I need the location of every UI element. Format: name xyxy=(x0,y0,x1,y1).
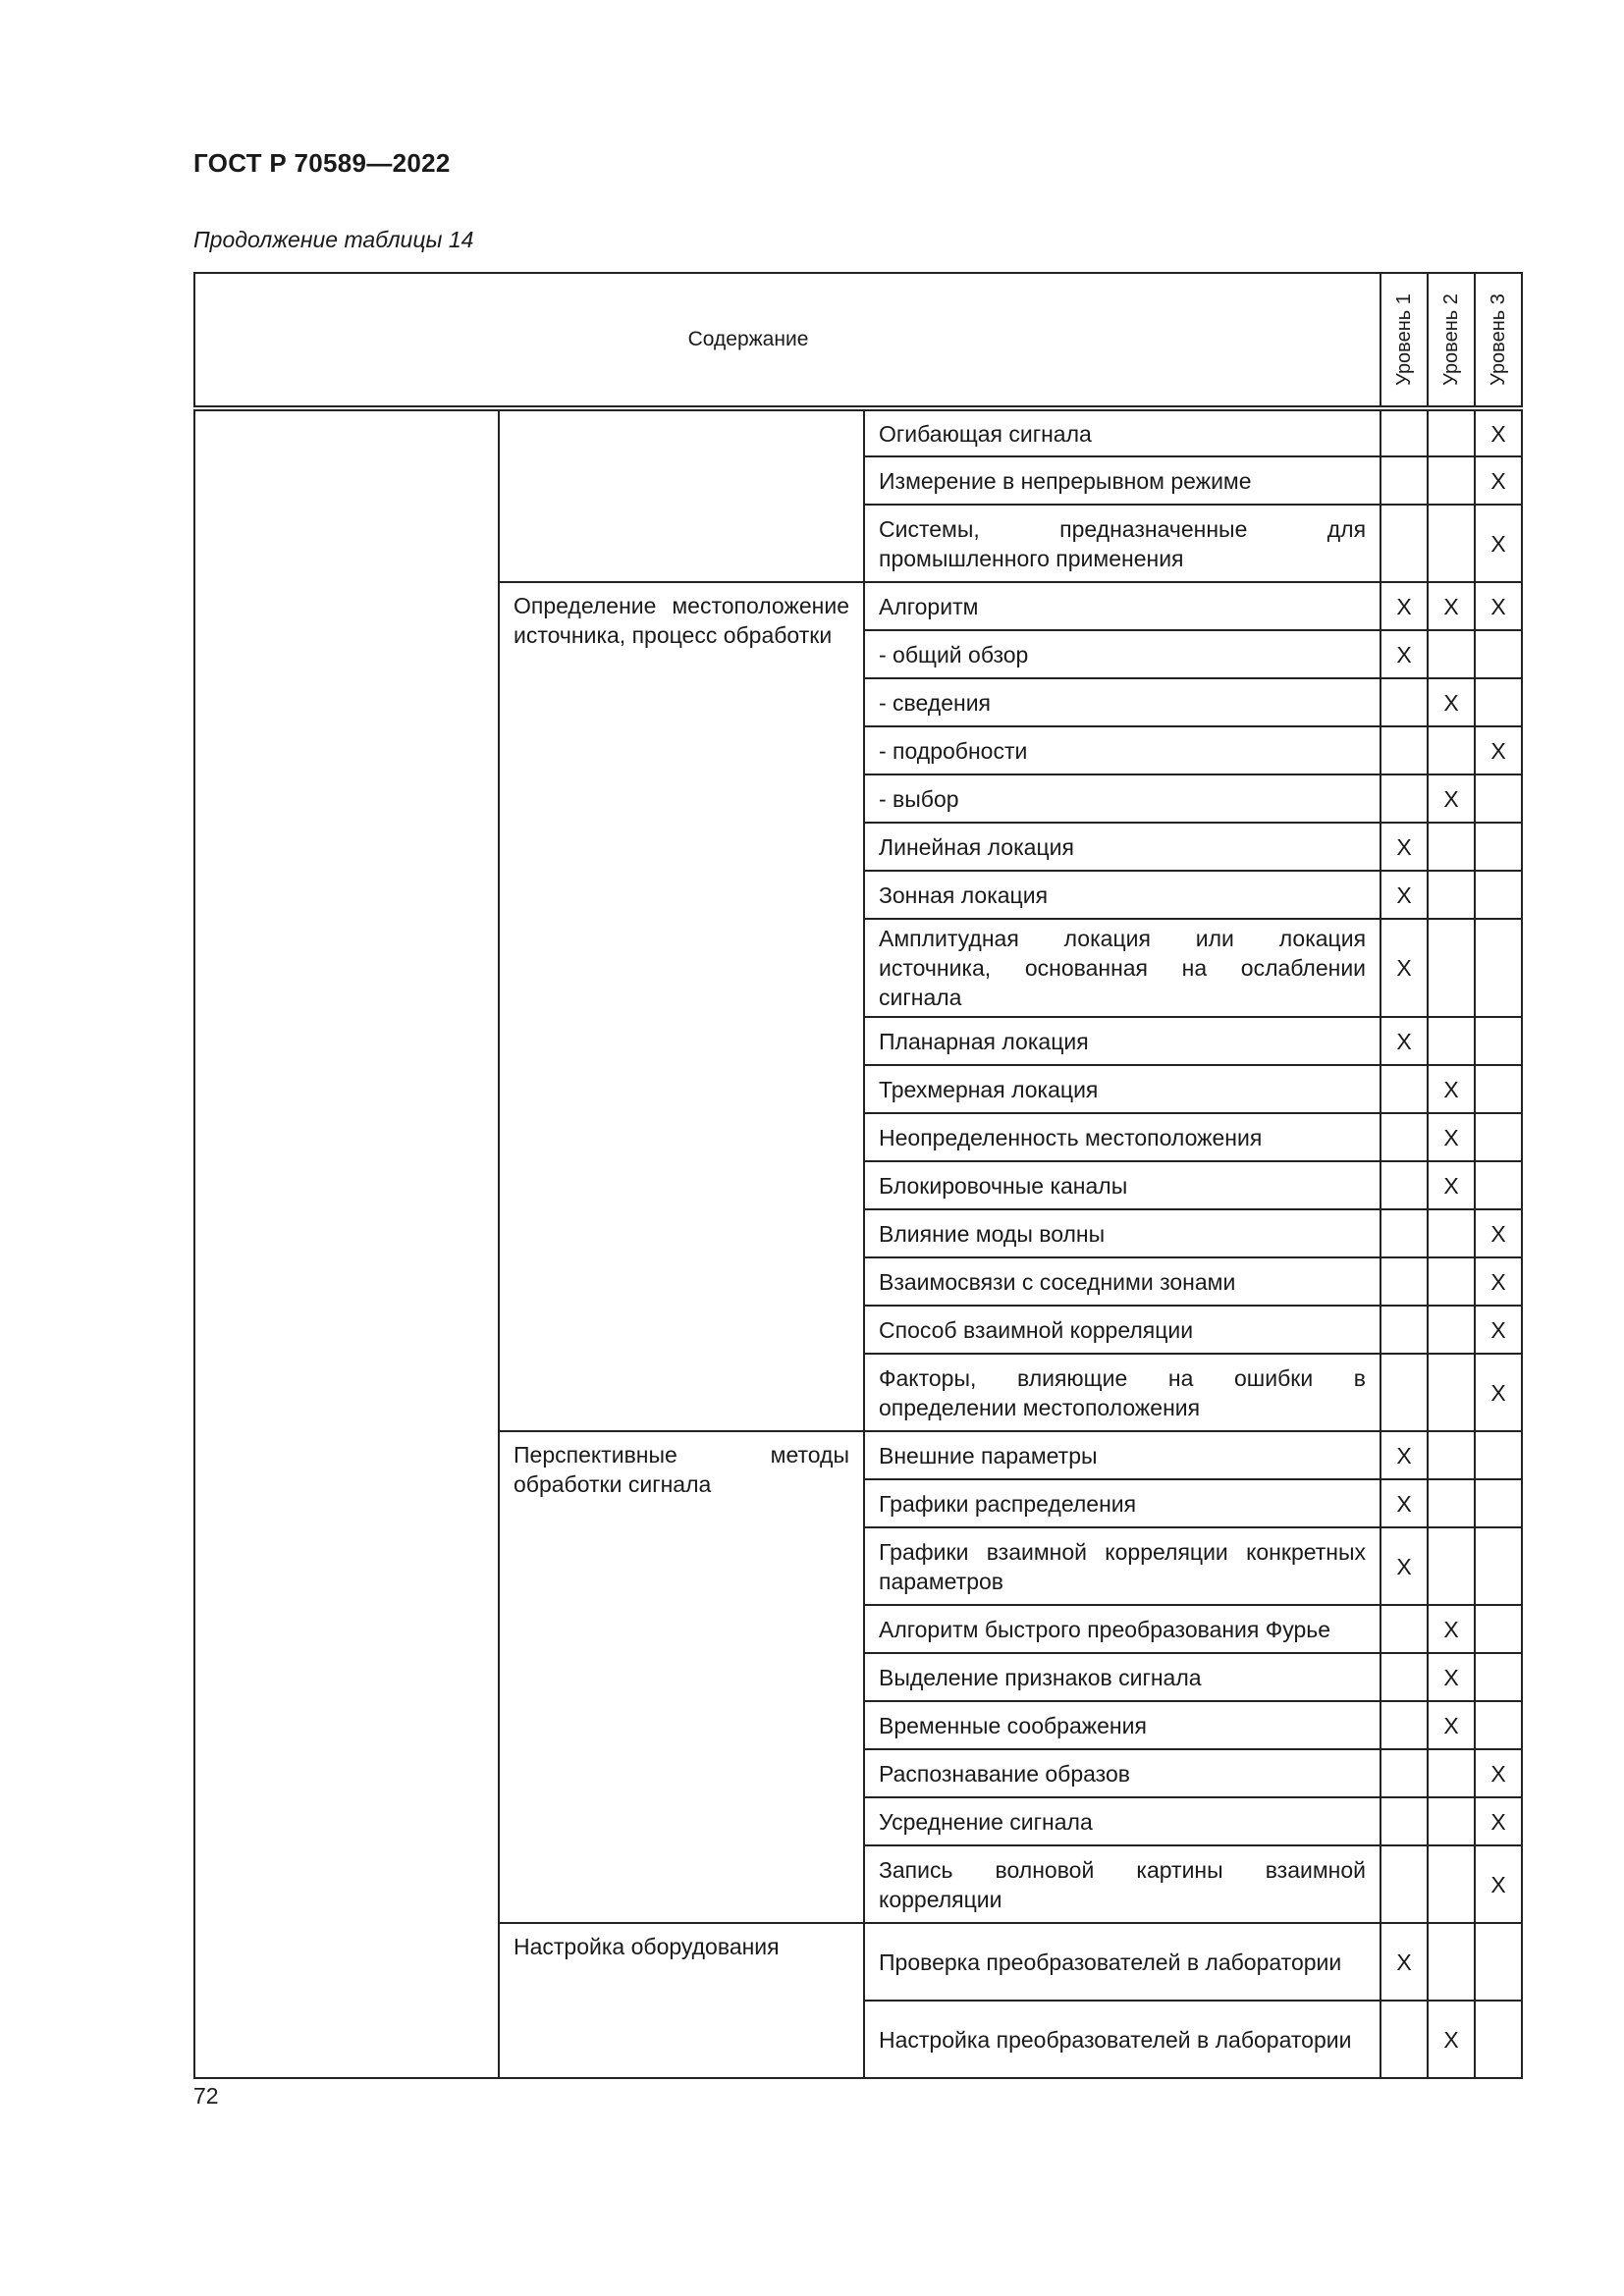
level-1-mark xyxy=(1380,1306,1428,1354)
level-1-header xyxy=(1380,273,1428,408)
content-item: Графики взаимной корреляции конкретных параметров xyxy=(864,1527,1380,1605)
level-2-mark: X xyxy=(1428,2001,1475,2078)
content-item: Алгоритм xyxy=(864,582,1380,630)
level-1-mark xyxy=(1380,1845,1428,1923)
level-1-mark xyxy=(1380,1605,1428,1653)
content-item: Линейная локация xyxy=(864,823,1380,871)
level-1-mark xyxy=(1380,408,1428,456)
level-3-mark xyxy=(1475,1017,1522,1065)
section-cell xyxy=(194,408,499,2078)
level-3-mark xyxy=(1475,1527,1522,1605)
level-1-mark: X xyxy=(1380,1527,1428,1605)
level-2-mark: X xyxy=(1428,1065,1475,1113)
level-3-mark xyxy=(1475,630,1522,678)
level-1-mark xyxy=(1380,678,1428,726)
level-2-mark xyxy=(1428,823,1475,871)
level-1-mark xyxy=(1380,1797,1428,1845)
level-2-mark: X xyxy=(1428,1161,1475,1209)
level-2-mark: X xyxy=(1428,678,1475,726)
level-3-mark xyxy=(1475,774,1522,823)
content-item: Системы, предназначенные для промышленного применения xyxy=(864,505,1380,582)
topic-cell: Определение местоположение источника, процесс обработки xyxy=(499,582,864,1431)
level-2-mark: X xyxy=(1428,1701,1475,1749)
content-item: Неопределенность местоположения xyxy=(864,1113,1380,1161)
level-3-mark xyxy=(1475,1161,1522,1209)
level-1-mark: X xyxy=(1380,1431,1428,1479)
level-3-mark xyxy=(1475,919,1522,1017)
level-3-header xyxy=(1475,273,1522,408)
level-2-mark xyxy=(1428,408,1475,456)
content-item: Алгоритм быстрого преобразования Фурье xyxy=(864,1605,1380,1653)
level-1-mark: X xyxy=(1380,1923,1428,2001)
content-item: Зонная локация xyxy=(864,871,1380,919)
content-item: Распознавание образов xyxy=(864,1749,1380,1797)
document-code: ГОСТ Р 70589—2022 xyxy=(193,148,451,178)
level-1-mark: X xyxy=(1380,582,1428,630)
content-item: Взаимосвязи с соседними зонами xyxy=(864,1257,1380,1306)
level-3-mark xyxy=(1475,1605,1522,1653)
level-2-mark: X xyxy=(1428,1653,1475,1701)
table-row xyxy=(194,408,1522,456)
level-1-mark xyxy=(1380,774,1428,823)
level-1-mark xyxy=(1380,505,1428,582)
level-2-mark xyxy=(1428,1923,1475,2001)
level-1-mark xyxy=(1380,1354,1428,1431)
content-item: Временные соображения xyxy=(864,1701,1380,1749)
level-2-mark xyxy=(1428,1797,1475,1845)
level-2-mark xyxy=(1428,1749,1475,1797)
level-3-mark xyxy=(1475,2001,1522,2078)
content-item: Влияние моды волны xyxy=(864,1209,1380,1257)
level-1-mark: X xyxy=(1380,1017,1428,1065)
level-2-mark xyxy=(1428,871,1475,919)
level-3-mark xyxy=(1475,1113,1522,1161)
level-2-mark xyxy=(1428,1257,1475,1306)
level-2-mark xyxy=(1428,1354,1475,1431)
level-3-mark: X xyxy=(1475,505,1522,582)
content-item: - общий обзор xyxy=(864,630,1380,678)
content-item: Внешние параметры xyxy=(864,1431,1380,1479)
level-2-mark xyxy=(1428,1431,1475,1479)
content-item: Проверка преобразователей в лаборатории xyxy=(864,1923,1380,2001)
level-1-mark: X xyxy=(1380,919,1428,1017)
level-3-mark xyxy=(1475,1701,1522,1749)
content-item: Настройка преобразователей в лаборатории xyxy=(864,2001,1380,2078)
level-1-label: Уровень 1 xyxy=(1393,294,1416,386)
level-1-mark xyxy=(1380,1065,1428,1113)
level-3-mark: X xyxy=(1475,1209,1522,1257)
level-1-mark: X xyxy=(1380,871,1428,919)
level-3-mark: X xyxy=(1475,582,1522,630)
table-header-row xyxy=(194,273,1522,408)
topic-cell: Настройка оборудования xyxy=(499,1923,864,2078)
level-1-mark xyxy=(1380,1653,1428,1701)
level-1-mark xyxy=(1380,1113,1428,1161)
level-3-mark: X xyxy=(1475,1749,1522,1797)
level-2-mark xyxy=(1428,726,1475,774)
content-item: Графики распределения xyxy=(864,1479,1380,1527)
content-item: Способ взаимной корреляции xyxy=(864,1306,1380,1354)
level-3-mark: X xyxy=(1475,408,1522,456)
level-2-mark xyxy=(1428,1209,1475,1257)
content-item: Планарная локация xyxy=(864,1017,1380,1065)
content-item: Амплитудная локация или локация источника, основанная на ослаблении сигнала xyxy=(864,919,1380,1017)
level-2-mark xyxy=(1428,630,1475,678)
level-3-mark: X xyxy=(1475,456,1522,505)
content-item: Факторы, влияющие на ошибки в определении местоположения xyxy=(864,1354,1380,1431)
topic-cell xyxy=(499,408,864,582)
level-3-mark: X xyxy=(1475,726,1522,774)
level-3-mark xyxy=(1475,1923,1522,2001)
content-item: Усреднение сигнала xyxy=(864,1797,1380,1845)
level-3-mark xyxy=(1475,678,1522,726)
content-item: - выбор xyxy=(864,774,1380,823)
table-caption: Продолжение таблицы 14 xyxy=(193,227,474,252)
level-2-mark xyxy=(1428,1306,1475,1354)
level-3-mark xyxy=(1475,823,1522,871)
content-item: Трехмерная локация xyxy=(864,1065,1380,1113)
level-2-mark xyxy=(1428,919,1475,1017)
level-1-mark xyxy=(1380,456,1428,505)
level-2-mark xyxy=(1428,1479,1475,1527)
content-item: Блокировочные каналы xyxy=(864,1161,1380,1209)
level-1-mark: X xyxy=(1380,1479,1428,1527)
level-3-mark: X xyxy=(1475,1257,1522,1306)
level-3-mark: X xyxy=(1475,1306,1522,1354)
level-3-mark xyxy=(1475,1479,1522,1527)
level-2-label: Уровень 2 xyxy=(1440,294,1463,386)
level-2-mark xyxy=(1428,456,1475,505)
level-1-mark xyxy=(1380,1701,1428,1749)
content-item: Запись волновой картины взаимной корреляции xyxy=(864,1845,1380,1923)
level-2-mark: X xyxy=(1428,582,1475,630)
level-2-mark xyxy=(1428,1527,1475,1605)
content-item: - сведения xyxy=(864,678,1380,726)
page-number: 72 xyxy=(193,2083,219,2109)
level-1-mark xyxy=(1380,1257,1428,1306)
level-2-mark: X xyxy=(1428,774,1475,823)
level-3-mark xyxy=(1475,871,1522,919)
content-item: - подробности xyxy=(864,726,1380,774)
level-2-header xyxy=(1428,273,1475,408)
competency-table xyxy=(193,272,1523,2079)
topic-cell: Перспективные методы обработки сигнала xyxy=(499,1431,864,1923)
level-1-mark xyxy=(1380,1161,1428,1209)
level-2-mark: X xyxy=(1428,1605,1475,1653)
level-3-mark: X xyxy=(1475,1354,1522,1431)
content-item: Выделение признаков сигнала xyxy=(864,1653,1380,1701)
level-2-mark xyxy=(1428,505,1475,582)
level-2-mark: X xyxy=(1428,1113,1475,1161)
level-3-label: Уровень 3 xyxy=(1488,294,1510,386)
level-1-mark xyxy=(1380,1749,1428,1797)
content-column-header: Содержание xyxy=(194,273,1380,408)
level-1-mark xyxy=(1380,1209,1428,1257)
content-item: Измерение в непрерывном режиме xyxy=(864,456,1380,505)
level-2-mark xyxy=(1428,1017,1475,1065)
level-1-mark: X xyxy=(1380,823,1428,871)
level-3-mark xyxy=(1475,1065,1522,1113)
level-1-mark xyxy=(1380,2001,1428,2078)
level-3-mark: X xyxy=(1475,1797,1522,1845)
content-item: Огибающая сигнала xyxy=(864,408,1380,456)
level-1-mark xyxy=(1380,726,1428,774)
level-3-mark xyxy=(1475,1653,1522,1701)
level-3-mark: X xyxy=(1475,1845,1522,1923)
level-1-mark: X xyxy=(1380,630,1428,678)
level-3-mark xyxy=(1475,1431,1522,1479)
level-2-mark xyxy=(1428,1845,1475,1923)
